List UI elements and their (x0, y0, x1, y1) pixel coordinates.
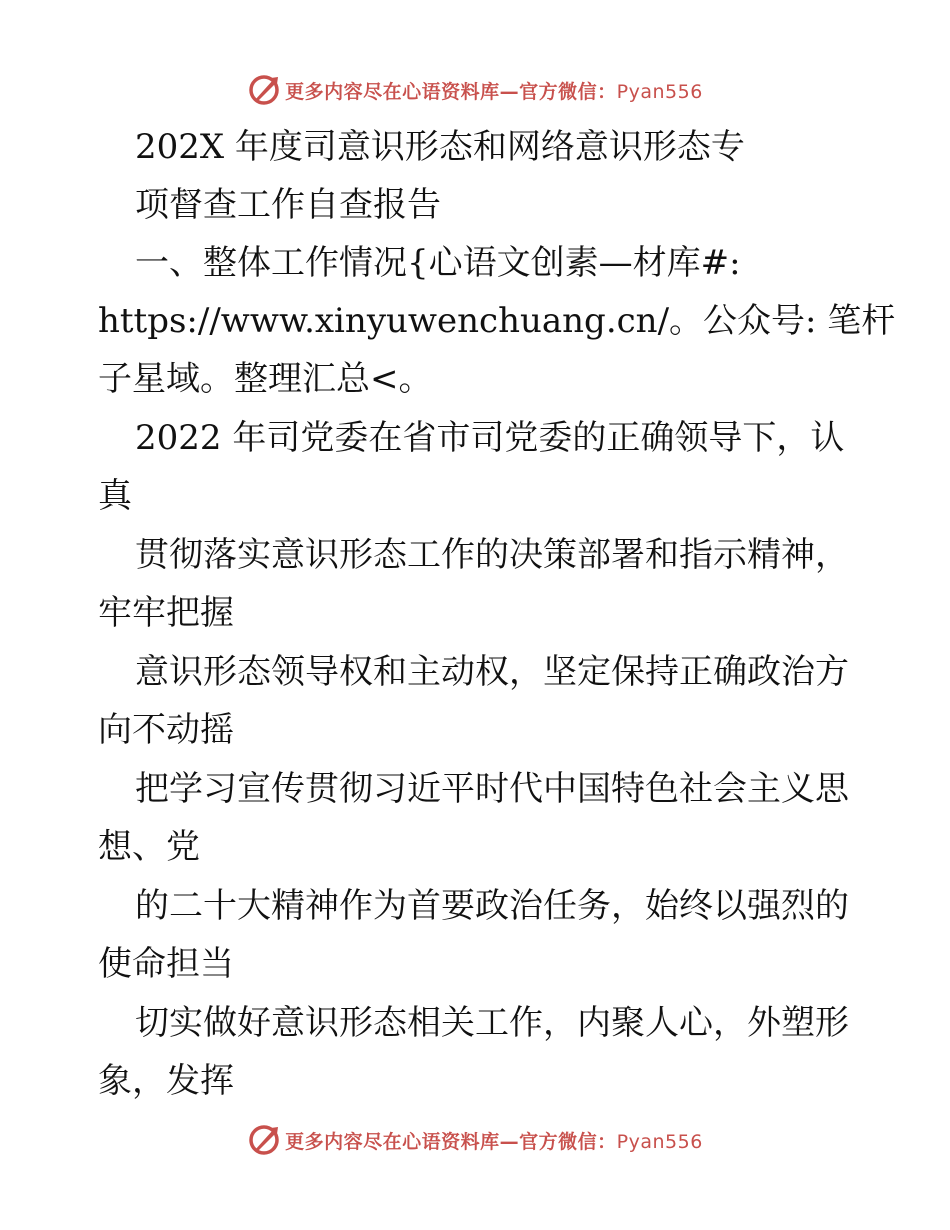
body-line: 子星域。整理汇总<。 (98, 359, 433, 399)
title-line-1: 202X 年度司意识形态和网络意识形态专 (135, 127, 745, 167)
body-line: 牢牢把握 (98, 593, 234, 633)
body-line: 真 (98, 476, 132, 516)
title-line-2: 项督查工作自查报告 (135, 185, 441, 225)
wechat-id: Pyan556 (616, 1130, 703, 1153)
body-line: 2022 年司党委在省市司党委的正确领导下，认 (135, 418, 845, 458)
body-line: 象，发挥 (98, 1061, 234, 1101)
body-line: 使命担当 (98, 944, 234, 984)
banner-text: 更多内容尽在心语资料库—官方微信：Pyan556 (285, 80, 703, 103)
body-line: 贯彻落实意识形态工作的决策部署和指示精神， (135, 535, 849, 575)
body-line: 把学习宣传贯彻习近平时代中国特色社会主义思 (135, 769, 849, 809)
body-line: 的二十大精神作为首要政治任务，始终以强烈的 (135, 886, 849, 926)
header-banner (0, 70, 950, 110)
body-line: 意识形态领导权和主动权，坚定保持正确政治方 (135, 652, 849, 692)
section-heading: 一、整体工作情况{心语文创素—材库#: (135, 243, 741, 283)
body-line: 向不动摇 (98, 710, 234, 750)
footer-banner (0, 1120, 950, 1160)
body-line: 切实做好意识形态相关工作，内聚人心，外塑形 (135, 1003, 849, 1043)
body-line: https://www.xinyuwenchuang.cn/。公众号: 笔杆 (98, 301, 896, 341)
quill-logo-icon (247, 73, 281, 107)
banner-text: 更多内容尽在心语资料库—官方微信：Pyan556 (285, 1130, 703, 1153)
body-line: 想、党 (98, 827, 200, 867)
quill-logo-icon (247, 1123, 281, 1157)
wechat-id: Pyan556 (616, 80, 703, 103)
